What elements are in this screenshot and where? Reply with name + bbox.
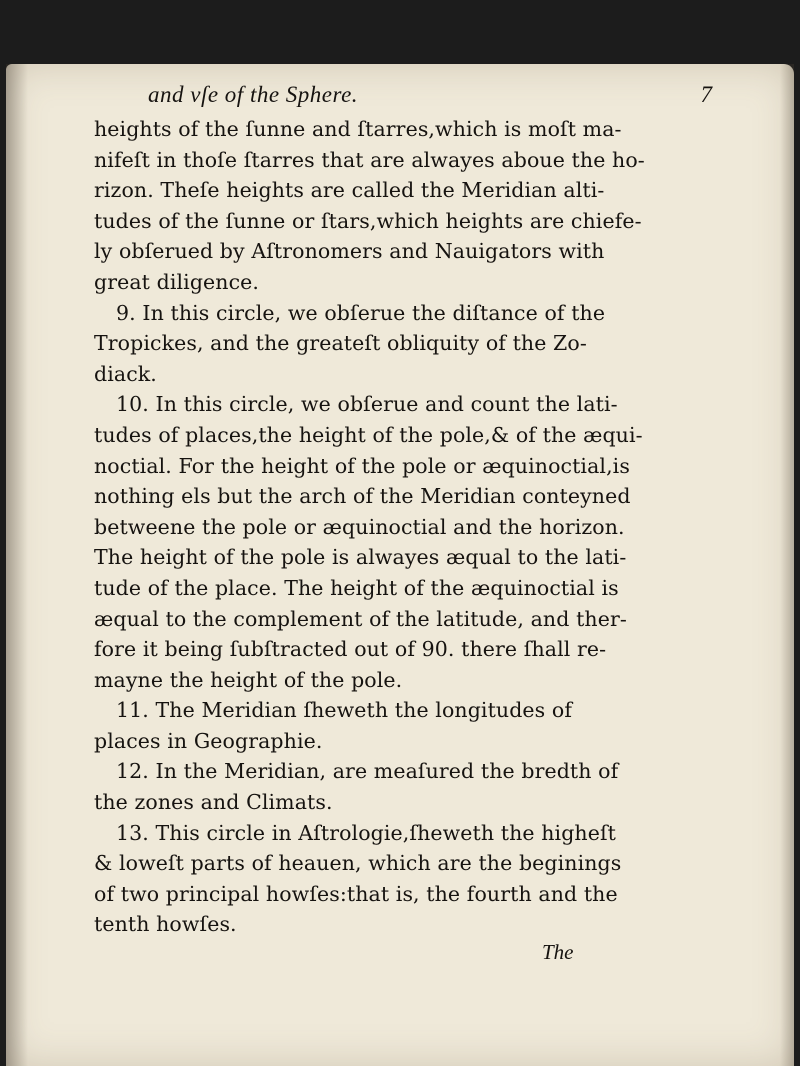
text-line: places in Geographie.: [94, 728, 323, 753]
text-line: betweene the pole or æquinoctial and the horizon.: [94, 514, 625, 539]
text-line: noctial. For the height of the pole or æquinoctial,is: [94, 453, 630, 478]
text-line: The height of the pole is alwayes æqual to the lati-: [94, 545, 627, 570]
text-line: nothing els but the arch of the Meridian conteyned: [94, 484, 631, 509]
text-block: [94, 82, 734, 940]
text-line: 9. In this circle, we obſerue the diſtance of the: [116, 300, 606, 325]
text-line: Tropickes, and the greateſt obliquity of the Zo-: [94, 331, 587, 356]
page-paper: [6, 64, 794, 1066]
text-line: of two principal howſes:that is, the fourth and the: [94, 881, 618, 906]
text-line: heights of the ſunne and ſtarres,which is moſt ma-: [94, 117, 622, 141]
text-line: 12. In the Meridian, are meaſured the bredth of: [116, 759, 619, 784]
text-line: tude of the place. The height of the æquinoctial is: [94, 575, 619, 600]
running-head-title: and vſe of the Sphere.: [148, 82, 359, 107]
text-line: great diligence.: [94, 269, 260, 294]
catchword: The: [542, 940, 574, 964]
text-line: rizon. Theſe heights are called the Meridian alti-: [94, 178, 605, 203]
text-line: fore it being ſubſtracted out of 90. there ſhall re-: [94, 637, 607, 662]
text-line: diack.: [94, 361, 157, 386]
text-line: ly obſerued by Aſtronomers and Nauigators with: [94, 239, 605, 264]
text-line: & loweſt parts of heauen, which are the beginings: [94, 851, 622, 876]
text-line: 11. The Meridian ſheweth the longitudes of: [116, 698, 573, 723]
gutter-shadow: [6, 64, 28, 1066]
text-line: 10. In this circle, we obſerue and count the lati-: [116, 392, 618, 417]
text-line: tenth howſes.: [94, 912, 237, 937]
running-head: [94, 82, 734, 112]
text-line: 13. This circle in Aſtrologie,ſheweth the higheſt: [116, 820, 616, 845]
text-line: tudes of places,the height of the pole,& of the æqui-: [94, 422, 643, 447]
page-edge-shadow: [780, 64, 794, 1066]
text-line: the zones and Climats.: [94, 790, 333, 815]
page-number: 7: [700, 82, 712, 107]
text-line: tudes of the ſunne or ſtars,which heights are chiefe-: [94, 208, 642, 233]
text-line: mayne the height of the pole.: [94, 667, 403, 692]
text-line: nifeſt in thoſe ſtarres that are alwayes aboue the ho-: [94, 147, 645, 172]
text-line: æqual to the complement of the latitude, and ther-: [94, 606, 627, 631]
